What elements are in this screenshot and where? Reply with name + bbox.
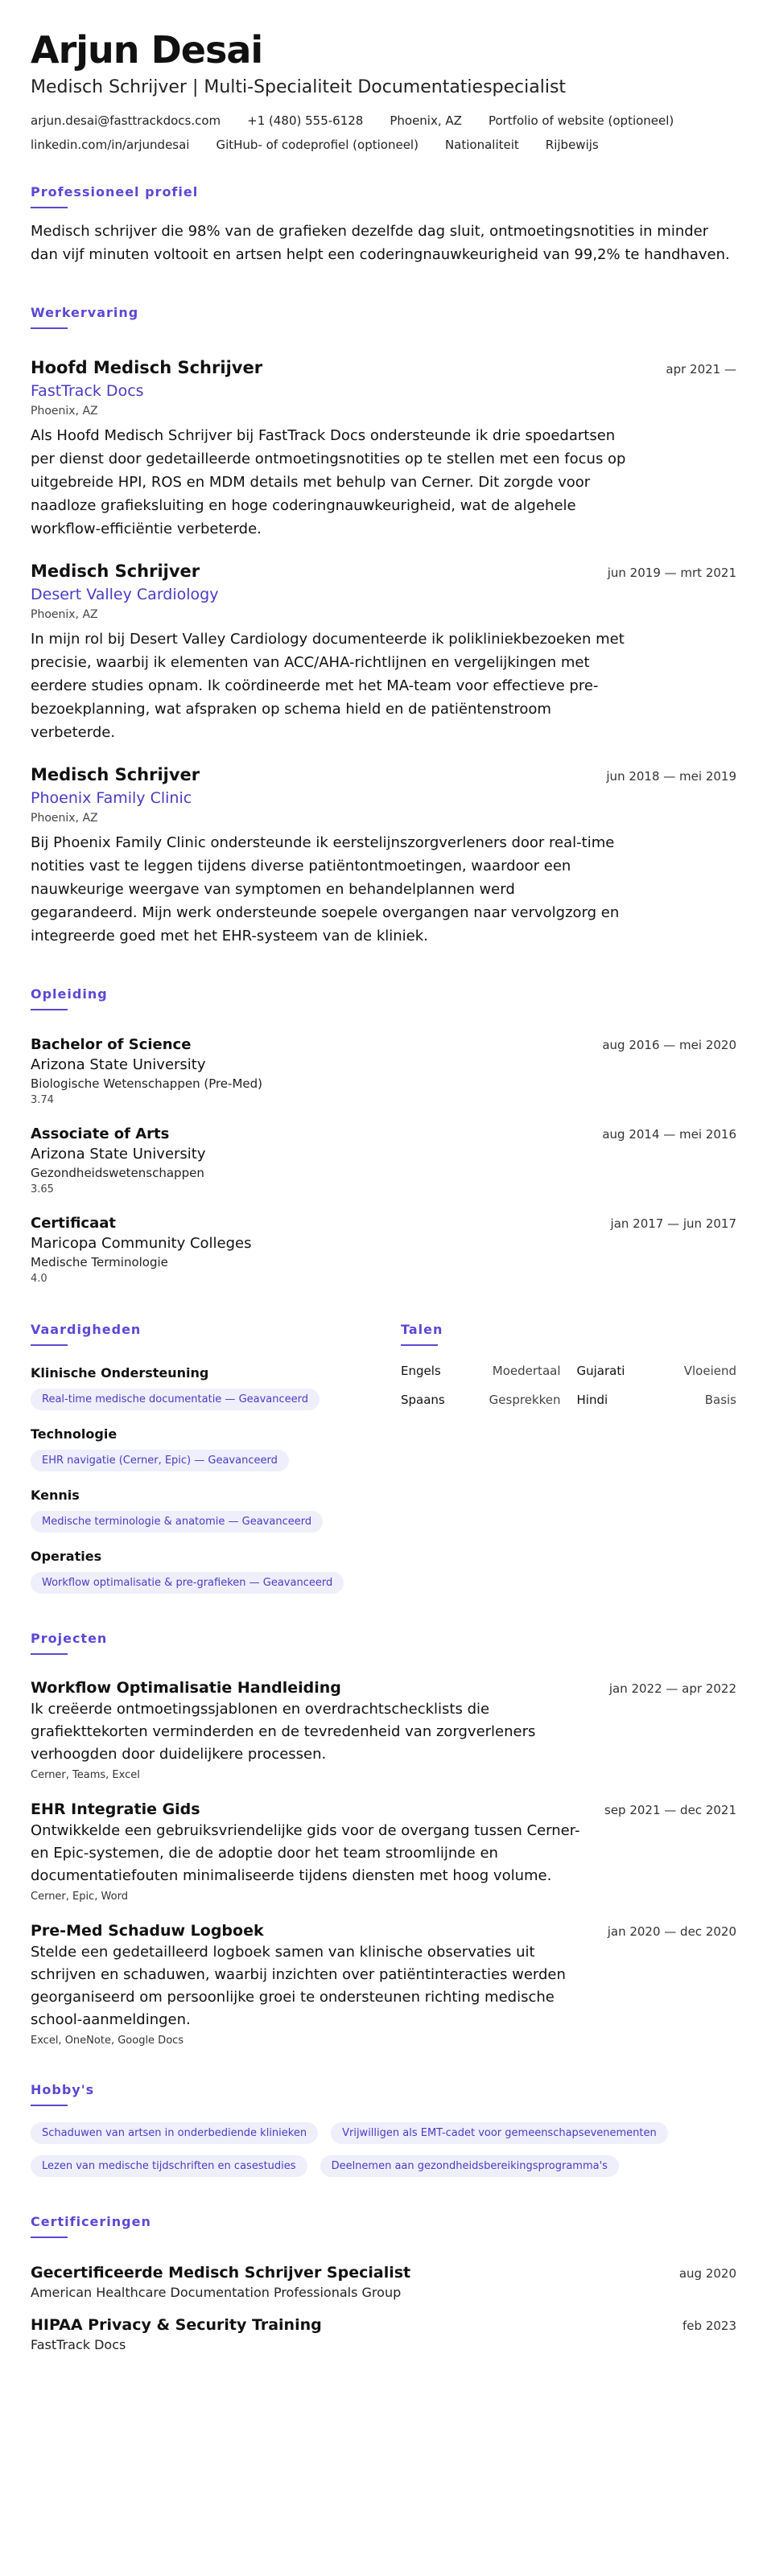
- certifications-section: [31, 2214, 736, 2352]
- skill-pill: Workflow optimalisatie & pre-grafieken — Geavanceerd: [31, 1572, 344, 1594]
- job-description: In mijn rol bij Desert Valley Cardiology documenteerde ik polikliniekbezoeken met precisie, waarbij ik elementen van ACC/AHA-richtlijnen en vergelijkingen met eerdere studies opnam. Ik coördineerde met het MA-team voor effectieve pre-bezoekplanning, wat afspraken op schema hield en de patiëntenstroom verbeterde.: [31, 631, 625, 741]
- language-name: Gujarati: [576, 1364, 625, 1378]
- language-item: [577, 1393, 737, 1407]
- job-company: FastTrack Docs: [31, 382, 144, 400]
- section-divider: [31, 2105, 68, 2106]
- degree: Associate of Arts: [31, 1125, 170, 1142]
- job-description: Als Hoofd Medisch Schrijver bij FastTrack Docs ondersteunde ik drie spoedartsen per dienst door gedetailleerde ontmoetingsnotities op te stellen met een focus op uitgebreide HPI, ROS en MDM details met behulp van Cerner. Dit zorgde voor naadloze grafieksluiting en hoge coderingnauwkeurigheid, wat de algehele workflow-efficiëntie verbeterde.: [31, 427, 626, 537]
- language-item: [401, 1364, 561, 1378]
- job-dates: jun 2019 — mrt 2021: [607, 566, 736, 580]
- school: Arizona State University: [31, 1056, 206, 1073]
- languages-section: [401, 1322, 736, 1594]
- skill-pill: Medische terminologie & anatomie — Geavanceerd: [31, 1511, 323, 1533]
- summary-text: Medisch schrijver die 98% van de grafieken dezelfde dag sluit, ontmoetingsnotities in minder dan vijf minuten voltooit en artsen helpt een coderingnauwkeurigheid van 99,2% te handhaven.: [31, 223, 730, 263]
- section-title-certifications: Certificeringen: [31, 2214, 151, 2229]
- certification-date: feb 2023: [682, 2319, 736, 2333]
- candidate-name: Arjun Desai: [31, 28, 263, 72]
- section-divider: [31, 1344, 68, 1346]
- skill-pill: EHR navigatie (Cerner, Epic) — Geavanceerd: [31, 1450, 289, 1471]
- job-entry: [31, 358, 736, 541]
- job-title: Medisch Schrijver: [31, 562, 200, 581]
- section-title-skills: Vaardigheden: [31, 1322, 142, 1337]
- section-title-projects: Projecten: [31, 1631, 108, 1646]
- certification-entry: [31, 2316, 736, 2352]
- language-name: Spaans: [401, 1393, 445, 1407]
- contact-linkedin[interactable]: linkedin.com/in/arjundesai: [31, 138, 190, 152]
- section-divider: [31, 2237, 68, 2238]
- education-entry: [31, 1215, 736, 1285]
- language-item: [577, 1364, 737, 1378]
- language-name: Engels: [401, 1364, 441, 1378]
- language-list: [401, 1364, 736, 1407]
- hobby-list: [31, 2122, 739, 2177]
- contact-github[interactable]: GitHub- of codeprofiel (optioneel): [216, 138, 419, 152]
- skill-group: [31, 1426, 401, 1471]
- section-divider: [31, 1653, 68, 1655]
- section-divider: [31, 327, 68, 329]
- certification-name: Gecertificeerde Medisch Schrijver Specialist: [31, 2264, 411, 2282]
- education-section: [31, 986, 736, 1285]
- resume-header: [31, 27, 736, 152]
- education-dates: aug 2016 — mei 2020: [602, 1038, 736, 1052]
- contact-nationality: Nationaliteit: [444, 138, 519, 152]
- gpa: 3.65: [31, 1183, 54, 1195]
- gpa: 4.0: [31, 1273, 47, 1285]
- certification-name: HIPAA Privacy & Security Training: [31, 2316, 322, 2334]
- project-title: Pre-Med Schaduw Logboek: [31, 1922, 264, 1940]
- skill-group: [31, 1365, 401, 1410]
- school: Maricopa Community Colleges: [31, 1235, 252, 1252]
- education-entry: [31, 1125, 736, 1195]
- project-title: EHR Integratie Gids: [31, 1800, 200, 1818]
- certification-issuer: American Healthcare Documentation Professionals Group: [31, 2285, 402, 2300]
- project-tools: Excel, OneNote, Google Docs: [31, 2035, 184, 2047]
- candidate-headline: Medisch Schrijver | Multi-Specialiteit Documentatiespecialist: [31, 77, 567, 97]
- language-level: Moedertaal: [492, 1364, 561, 1378]
- section-title-hobbies: Hobby's: [31, 2082, 95, 2097]
- project-description: Ik creëerde ontmoetingssjablonen en overdrachtschecklists die grafiekttekorten verminderden en de tevredenheid van zorgverleners verhoogden door duidelijkere processen.: [31, 1701, 536, 1763]
- hobbies-section: [31, 2082, 736, 2177]
- job-company: Phoenix Family Clinic: [31, 789, 192, 807]
- project-dates: sep 2021 — dec 2021: [604, 1803, 736, 1817]
- contact-location: Phoenix, AZ: [390, 113, 462, 128]
- section-title-experience: Werkervaring: [31, 305, 139, 320]
- contact-drivers-license: Rijbewijs: [545, 138, 599, 152]
- education-entry: [31, 1036, 736, 1106]
- certification-date: aug 2020: [678, 2266, 736, 2281]
- job-company: Desert Valley Cardiology: [31, 586, 219, 603]
- hobby-pill: Vrijwilligen als EMT-cadet voor gemeenschapsevenementen: [331, 2122, 668, 2144]
- degree: Bachelor of Science: [31, 1036, 192, 1053]
- skill-category: Technologie: [31, 1426, 118, 1442]
- certification-issuer: FastTrack Docs: [31, 2337, 126, 2352]
- summary-section: [31, 184, 736, 266]
- skills-section: [31, 1322, 401, 1594]
- field-of-study: Gezondheidswetenschappen: [31, 1166, 204, 1180]
- degree: Certificaat: [31, 1215, 116, 1232]
- job-location: Phoenix, AZ: [31, 405, 98, 418]
- skills-languages-row: [31, 1322, 736, 1594]
- skill-category: Kennis: [31, 1488, 80, 1503]
- projects-section: [31, 1631, 736, 2047]
- job-title: Hoofd Medisch Schrijver: [31, 358, 263, 377]
- contact-portfolio[interactable]: Portfolio of website (optioneel): [488, 113, 674, 128]
- certification-entry: [31, 2264, 736, 2300]
- project-description: Stelde een gedetailleerd logboek samen van klinische observaties uit schrijven en schaduwen, waarbij inzichten over patiëntinteracties werden georganiseerd om persoonlijke groei te ondersteunen richting medische school-aanmeldingen.: [31, 1944, 566, 2028]
- job-location: Phoenix, AZ: [31, 812, 98, 825]
- language-level: Basis: [704, 1393, 736, 1407]
- contact-list: [31, 113, 736, 152]
- language-item: [401, 1393, 561, 1407]
- language-name: Hindi: [576, 1393, 608, 1407]
- section-divider: [31, 1009, 68, 1010]
- education-dates: jan 2017 — jun 2017: [610, 1216, 736, 1231]
- project-title: Workflow Optimalisatie Handleiding: [31, 1679, 341, 1697]
- skill-category: Operaties: [31, 1549, 102, 1564]
- field-of-study: Medische Terminologie: [31, 1255, 168, 1269]
- skill-group: [31, 1549, 401, 1594]
- experience-section: [31, 305, 736, 948]
- hobby-pill: Lezen van medische tijdschriften en casestudies: [31, 2155, 307, 2177]
- project-tools: Cerner, Teams, Excel: [31, 1769, 140, 1781]
- section-title-languages: Talen: [401, 1322, 443, 1337]
- project-entry: [31, 1679, 736, 1781]
- section-divider: [31, 207, 68, 208]
- hobby-pill: Schaduwen van artsen in onderbediende klinieken: [31, 2122, 318, 2144]
- job-dates: apr 2021 —: [666, 362, 736, 377]
- project-dates: jan 2022 — apr 2022: [608, 1681, 736, 1696]
- project-description: Ontwikkelde een gebruiksvriendelijke gids voor de overgang tussen Cerner- en Epic-systemen, die de adoptie door het team stroomlijnde en documentatiefouten minimaliseerde tijdens diensten met hoog volume.: [31, 1822, 580, 1884]
- field-of-study: Biologische Wetenschappen (Pre-Med): [31, 1076, 262, 1091]
- skill-category: Klinische Ondersteuning: [31, 1365, 209, 1381]
- hobby-pill: Deelnemen aan gezondheidsbereikingsprogramma's: [320, 2155, 619, 2177]
- education-dates: aug 2014 — mei 2016: [602, 1127, 736, 1142]
- job-entry: [31, 562, 736, 744]
- section-title-summary: Professioneel profiel: [31, 184, 199, 200]
- job-location: Phoenix, AZ: [31, 608, 98, 621]
- job-title: Medisch Schrijver: [31, 765, 200, 784]
- language-level: Gesprekken: [489, 1393, 561, 1407]
- language-level: Vloeiend: [683, 1364, 736, 1378]
- project-dates: jan 2020 — dec 2020: [607, 1924, 736, 1939]
- project-entry: [31, 1922, 736, 2047]
- job-entry: [31, 765, 736, 948]
- skill-group: [31, 1488, 401, 1533]
- contact-phone[interactable]: +1 (480) 555-6128: [247, 113, 364, 128]
- project-entry: [31, 1800, 736, 1903]
- skill-pill: Real-time medische documentatie — Geavanceerd: [31, 1389, 320, 1410]
- section-title-education: Opleiding: [31, 986, 108, 1002]
- project-tools: Cerner, Epic, Word: [31, 1891, 128, 1903]
- contact-email[interactable]: arjun.desai@fasttrackdocs.com: [31, 113, 221, 128]
- school: Arizona State University: [31, 1146, 206, 1162]
- gpa: 3.74: [31, 1094, 54, 1106]
- job-description: Bij Phoenix Family Clinic ondersteunde ik eerstelijnszorgverleners door real-time notities vast te leggen tijdens diverse patiëntontmoetingen, waardoor een nauwkeurige weergave van symptomen en behandelplannen werd gegarandeerd. Mijn werk ondersteunde soepele overgangen naar vervolgzorg en integreerde goed met het EHR-systeem van de kliniek.: [31, 834, 620, 944]
- job-dates: jun 2018 — mei 2019: [606, 769, 736, 784]
- section-divider: [401, 1344, 438, 1346]
